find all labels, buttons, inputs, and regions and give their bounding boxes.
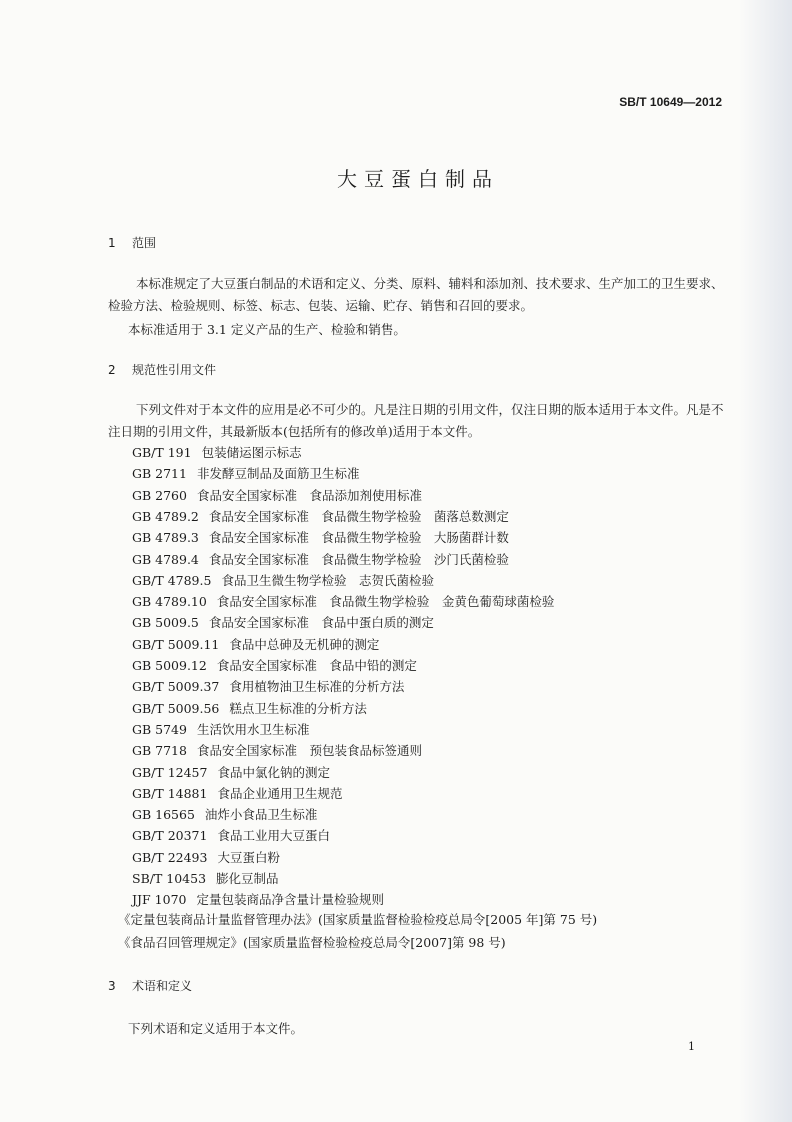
standard-number: SB/T 10649—2012 — [619, 95, 722, 109]
reference-title: 食品安全国家标准 食品微生物学检验 大肠菌群计数 — [208, 530, 509, 546]
reference-item — [132, 763, 330, 781]
reference-item — [132, 677, 404, 695]
section-number: 2 — [108, 363, 116, 377]
reference-code: GB 7718 — [132, 743, 187, 759]
reference-code: GB 2760 — [132, 487, 187, 503]
reference-code: GB/T 5009.37 — [132, 679, 220, 695]
reference-code: GB/T 191 — [132, 445, 192, 460]
reference-code: GB 4789.10 — [132, 594, 207, 610]
reference-title: 食品安全国家标准 食品中蛋白质的测定 — [208, 615, 434, 631]
reference-item — [132, 699, 367, 717]
section-title: 范围 — [132, 236, 157, 250]
reference-item — [132, 848, 280, 866]
reference-item — [132, 890, 384, 908]
reference-code: GB 5749 — [132, 721, 187, 737]
reference-title: 油炸小食品卫生标准 — [204, 807, 318, 823]
reference-code: GB 4789.2 — [132, 508, 199, 524]
reference-title: 食品中总砷及无机砷的测定 — [229, 636, 380, 652]
reference-item — [132, 826, 330, 844]
reference-item — [132, 805, 317, 823]
reference-title: 食品卫生微生物学检验 志贺氏菌检验 — [221, 572, 434, 588]
reference-code: JJF 1070 — [132, 892, 187, 908]
section-number: 3 — [108, 979, 116, 993]
reference-title: 非发酵豆制品及面筋卫生标准 — [196, 466, 360, 482]
reference-code: GB/T 5009.11 — [132, 636, 220, 652]
reference-item — [132, 784, 342, 802]
reference-item — [132, 464, 359, 482]
reference-item — [132, 571, 434, 589]
reference-title: 食用植物油卫生标准的分析方法 — [229, 679, 405, 695]
document-title: 大豆蛋白制品 — [337, 167, 499, 191]
section-title: 规范性引用文件 — [132, 363, 217, 377]
reference-item — [132, 592, 554, 610]
reference-title: 大豆蛋白粉 — [217, 849, 280, 865]
reference-code: GB/T 5009.56 — [132, 700, 220, 716]
reference-item — [132, 443, 302, 461]
scope-applicability: 本标准适用于 3.1 定义产品的生产、检验和销售。 — [128, 322, 406, 337]
section-number: 1 — [108, 236, 116, 250]
reference-code: GB/T 4789.5 — [132, 572, 212, 588]
references-intro: 下列文件对于本文件的应用是必不可少的。凡是注日期的引用文件，仅注日期的版本适用于本文件。凡是不注日期的引用文件，其最新版本(包括所有的修改单)适用于本文件。 — [108, 402, 724, 439]
reference-item — [132, 720, 309, 738]
reference-code: GB/T 12457 — [132, 764, 208, 780]
reference-title: 食品中氯化钠的测定 — [217, 764, 330, 780]
section-3-heading — [108, 977, 192, 994]
reference-title: 食品企业通用卫生规范 — [217, 785, 343, 801]
reference-code: SB/T 10453 — [132, 871, 207, 886]
reference-item — [132, 741, 422, 759]
reference-title: 包装储运图示标志 — [201, 445, 302, 460]
section-2-heading — [108, 361, 216, 378]
reference-regulation: 《食品召回管理规定》(国家质量监督检验检疫总局令[2007]第 98 号) — [118, 935, 506, 950]
reference-title: 食品安全国家标准 食品微生物学检验 金黄色葡萄球菌检验 — [216, 594, 555, 610]
reference-regulation: 《定量包装商品计量监督管理办法》(国家质量监督检验检疫总局令[2005 年]第 75 号) — [118, 912, 598, 927]
reference-title: 食品安全国家标准 食品添加剂使用标准 — [196, 487, 422, 503]
scope-paragraph: 本标准规定了大豆蛋白制品的术语和定义、分类、原料、辅料和添加剂、技术要求、生产加工的卫生要求、检验方法、检验规则、标签、标志、包装、运输、贮存、销售和召回的要求。 — [108, 276, 724, 313]
reference-code: GB 5009.5 — [132, 615, 199, 631]
page-number: 1 — [688, 1040, 695, 1053]
reference-item — [132, 656, 417, 674]
reference-item — [132, 550, 509, 568]
reference-title: 食品安全国家标准 食品微生物学检验 沙门氏菌检验 — [208, 551, 509, 567]
reference-item — [132, 613, 434, 631]
reference-item — [132, 507, 509, 525]
reference-code: GB 16565 — [132, 807, 195, 823]
reference-title: 食品安全国家标准 食品微生物学检验 菌落总数测定 — [208, 508, 509, 524]
reference-title: 定量包装商品净含量计量检验规则 — [196, 892, 384, 908]
reference-item — [132, 635, 379, 653]
reference-title: 膨化豆制品 — [216, 871, 279, 886]
reference-code: GB 4789.4 — [132, 551, 199, 567]
reference-code: GB 5009.12 — [132, 658, 207, 673]
reference-code: GB 4789.3 — [132, 530, 199, 546]
section-title: 术语和定义 — [132, 979, 193, 993]
reference-item — [132, 528, 509, 546]
terms-intro: 下列术语和定义适用于本文件。 — [128, 1021, 304, 1036]
reference-title: 食品安全国家标准 食品中铅的测定 — [216, 658, 417, 673]
reference-code: GB/T 22493 — [132, 849, 208, 865]
reference-title: 生活饮用水卫生标准 — [196, 721, 310, 737]
reference-item — [132, 486, 422, 504]
reference-title: 食品工业用大豆蛋白 — [217, 828, 330, 844]
reference-code: GB/T 14881 — [132, 785, 208, 801]
reference-title: 糕点卫生标准的分析方法 — [229, 700, 367, 716]
reference-code: GB/T 20371 — [132, 828, 208, 844]
reference-title: 食品安全国家标准 预包装食品标签通则 — [196, 743, 422, 759]
reference-item — [132, 869, 279, 887]
reference-code: GB 2711 — [132, 466, 187, 482]
section-1-heading — [108, 234, 156, 251]
